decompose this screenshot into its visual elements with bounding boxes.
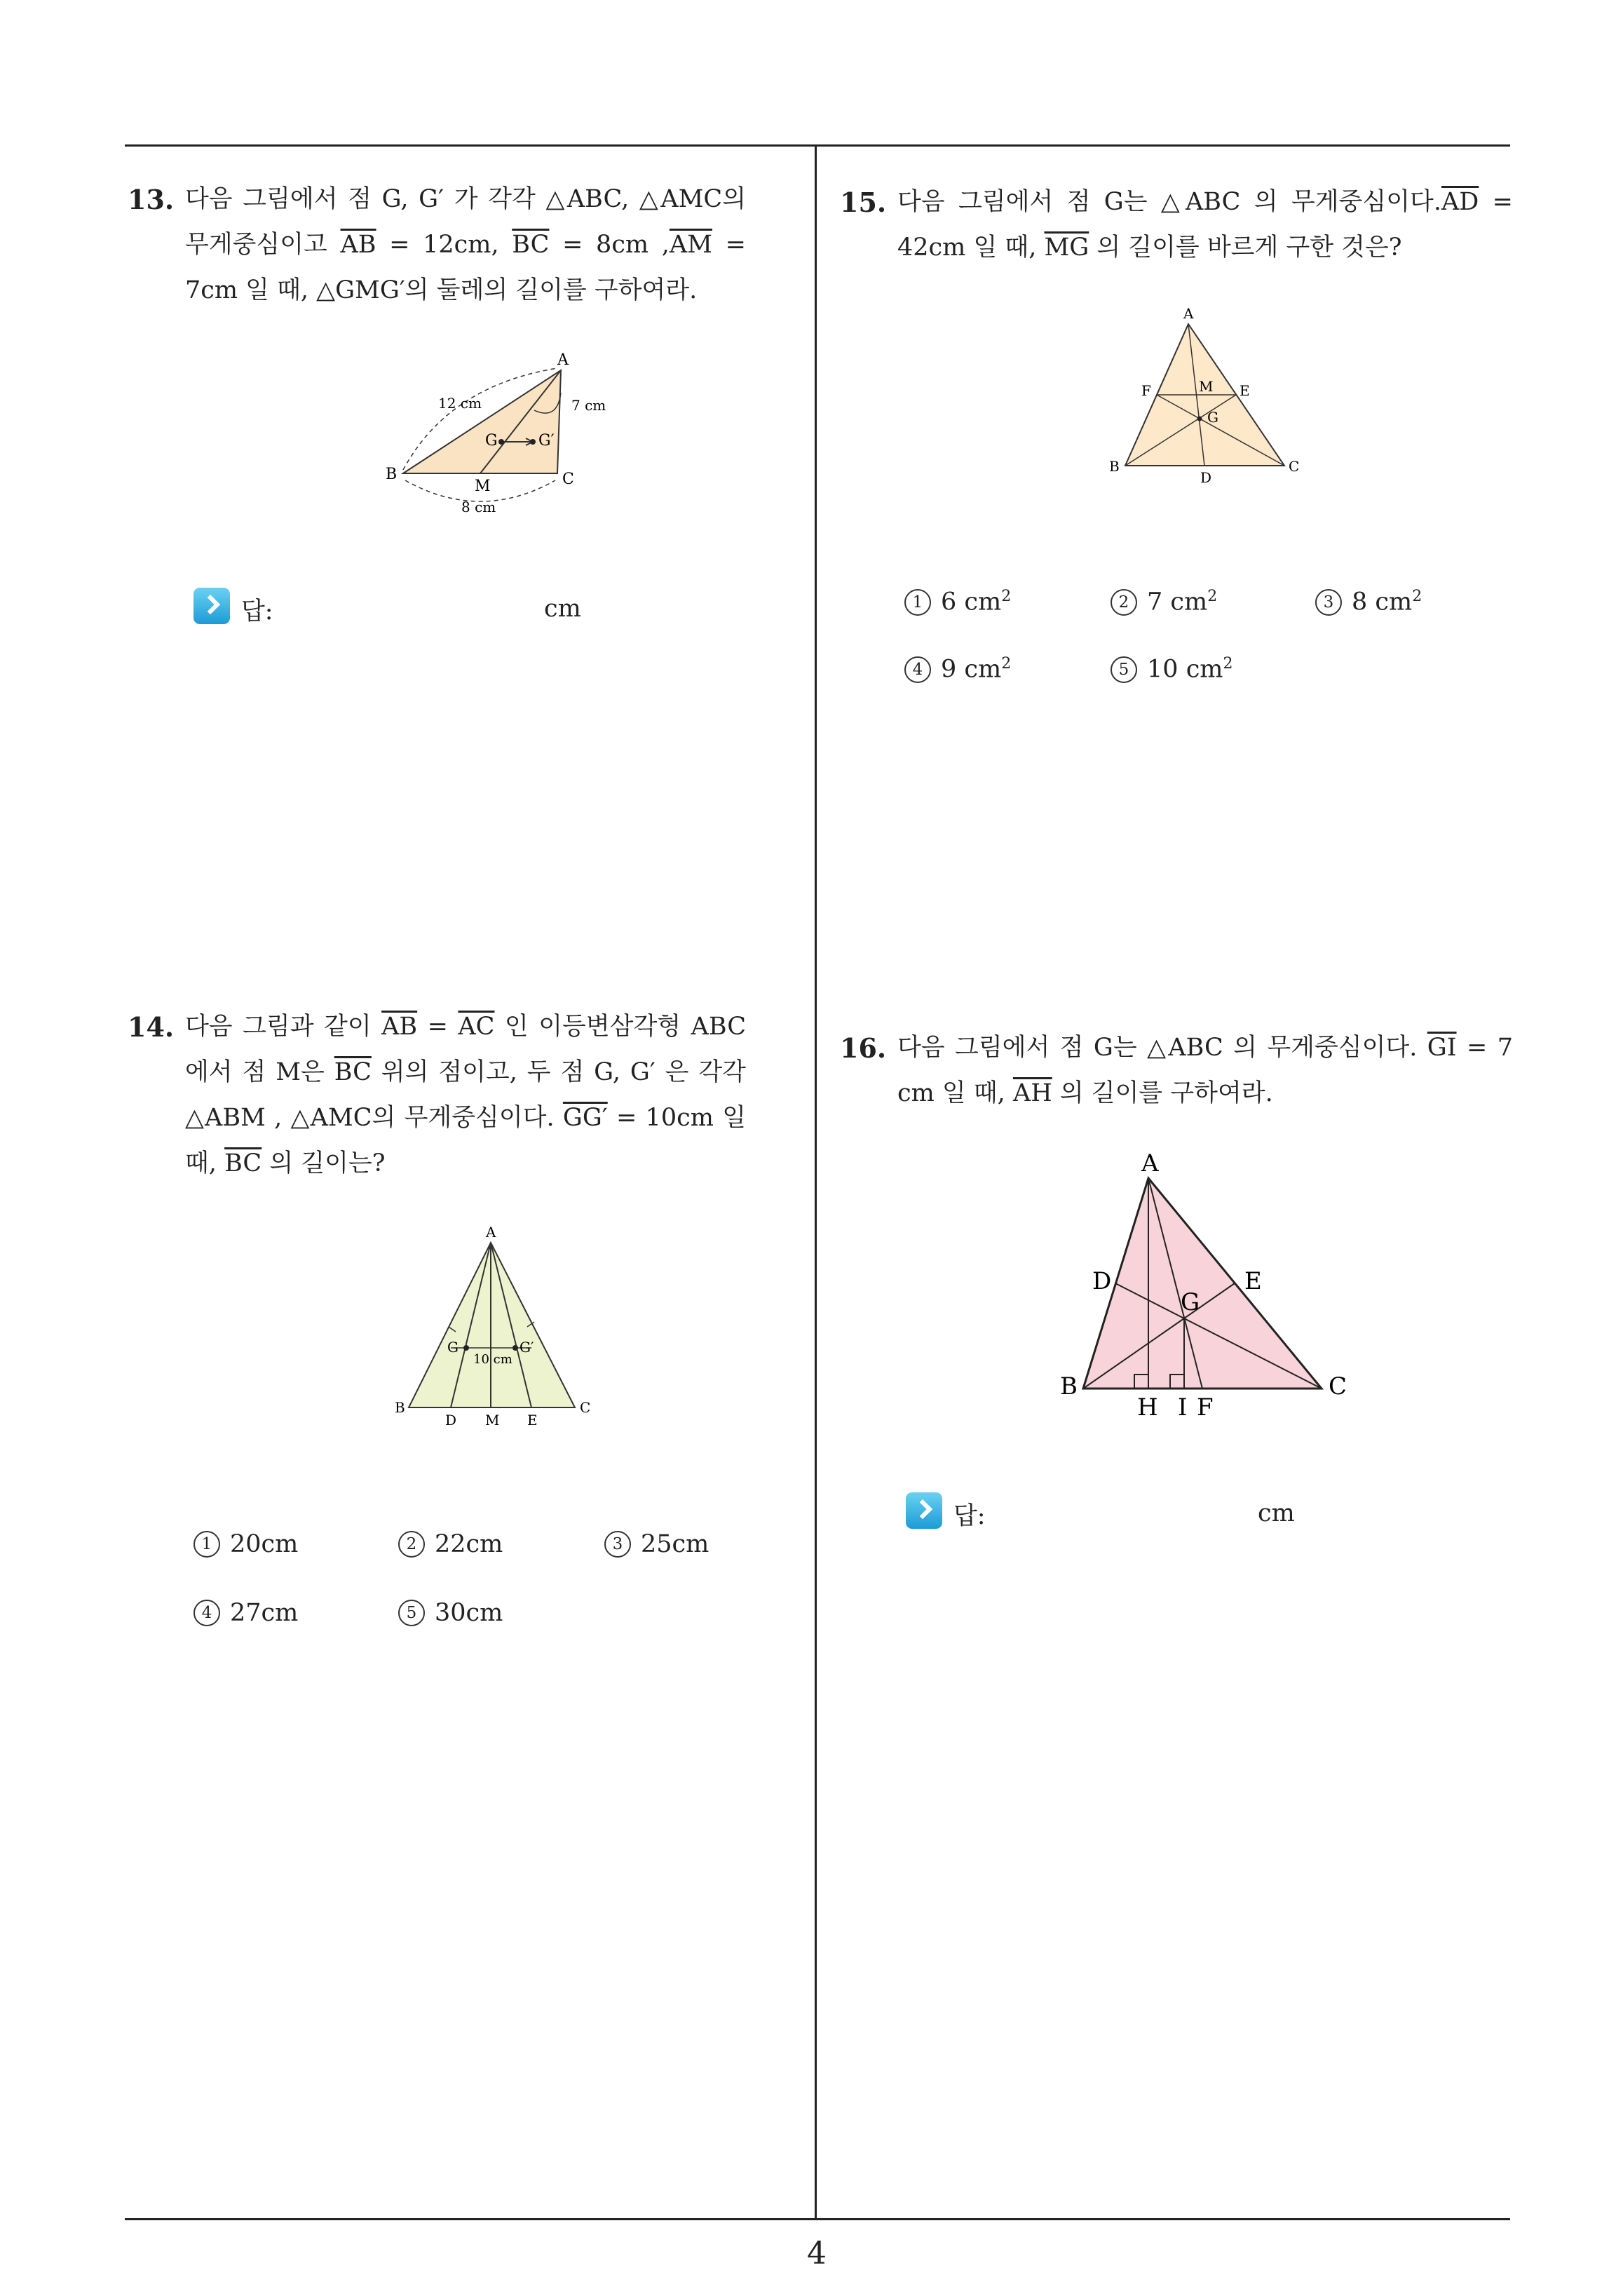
answer-label: 답: [241,597,273,626]
svg-text:C: C [580,1399,591,1416]
figure-15 [1101,303,1311,485]
svg-text:D: D [1200,469,1212,485]
choice-14-4[interactable]: 4 27cm [193,1599,298,1627]
svg-text:I: I [1178,1393,1188,1422]
answer-arrow-icon [906,1492,942,1529]
problem-text: 다음 그림에서 점 G, G′ 가 각각 △ABC, △AMC의 무게중심이고 $\overline{AB} = 12cm$, $\overline{BC} = 8cm$ $,\overline{AM} = 7cm$ 일 때, △GMG′의 둘레의 길이를 구하여라. [185,185,746,304]
column-divider [815,144,817,2220]
svg-text:C: C [1329,1372,1347,1400]
svg-text:A: A [486,1224,496,1241]
svg-text:E: E [1244,1267,1262,1295]
page-number: 4 [807,2236,827,2271]
triangle-abc [403,370,561,473]
answer-arrow-icon [193,588,230,624]
problem-number: 15. [840,187,887,218]
svg-text:B: B [386,466,398,483]
choice-15-4[interactable]: 4 9 $cm^2$ [904,655,1011,684]
svg-text:10 cm: 10 cm [473,1352,512,1367]
answer-unit: cm [544,595,581,623]
problem-number: 13. [128,184,175,215]
svg-text:G′: G′ [520,1339,534,1356]
svg-text:G: G [485,432,498,450]
svg-text:B: B [1109,458,1120,475]
svg-text:F: F [1141,382,1151,399]
choice-14-3[interactable]: 3 25cm [604,1530,709,1558]
problem-number: 16. [840,1032,887,1064]
svg-text:C: C [1289,458,1300,475]
choice-15-1[interactable]: 1 6 $cm^2$ [904,588,1011,616]
triangle-abc [409,1243,575,1407]
problem-text: 다음 그림에서 점 G는 △ABC 의 무게중심이다$.\overline{AD} = 42cm$ 일 때, $\overline{MG}$ 의 길이를 바르게 구한 것은? [897,188,1513,262]
figure-13 [365,344,631,526]
svg-text:B: B [395,1399,405,1416]
figure-16 [1052,1149,1360,1429]
problem-number: 14. [128,1011,175,1043]
problem-text: 다음 그림과 같이 $\overline{AB} = \overline{AC}$ 인 이등변삼각형 ABC 에서 점 M은 $\overline{BC}$ 위의 점이고, 두 점 G, G′ 은 각각 △ABM , △AMC의 무게중심이다. GG′ = 10cm 일 때, $\overline{BC}$ 의 길이는? [185,1013,747,1177]
choice-14-1[interactable]: 1 20cm [193,1530,298,1558]
point-g2 [512,1345,518,1351]
svg-text:E: E [1240,382,1250,399]
svg-text:M: M [475,478,491,495]
point-g [463,1345,469,1351]
svg-text:A: A [557,351,569,369]
triangle-abc [1083,1178,1322,1389]
bottom-rule [125,2218,1510,2220]
answer-unit: cm [1258,1499,1295,1527]
svg-text:F: F [1197,1393,1214,1422]
svg-text:G′: G′ [538,432,555,450]
svg-text:G: G [447,1339,459,1356]
problem-14 [128,1004,801,1194]
point-g [498,439,504,445]
choice-15-5[interactable]: 5 10 $cm^2$ [1111,655,1232,684]
svg-text:G: G [1181,1288,1200,1316]
svg-text:7 cm: 7 cm [571,397,606,414]
svg-text:A: A [1183,305,1194,322]
svg-text:H: H [1137,1393,1158,1422]
svg-text:8 cm: 8 cm [461,499,496,515]
svg-text:A: A [1141,1149,1159,1177]
svg-text:M: M [1199,378,1214,395]
problem-text: 다음 그림에서 점 G는 △ABC 의 무게중심이다. $\overline{GI} = 7$ cm 일 때, $\overline{AH}$ 의 길이를 구하여라. [897,1034,1513,1107]
svg-text:C: C [562,471,574,488]
figure-14 [389,1222,606,1432]
point-g [1197,417,1202,421]
choice-14-2[interactable]: 2 22cm [398,1530,503,1558]
svg-text:M: M [485,1412,500,1429]
answer-label: 답: [953,1502,986,1530]
top-rule [125,144,1510,147]
svg-text:E: E [527,1412,538,1429]
problem-16 [840,1025,1513,1123]
svg-text:B: B [1060,1372,1078,1400]
problem-13 [128,177,801,317]
choice-15-2[interactable]: 2 7 $cm^2$ [1111,588,1217,616]
choice-14-5[interactable]: 5 30cm [398,1599,503,1627]
point-g2 [530,439,536,445]
choice-15-3[interactable]: 3 8 $cm^2$ [1315,588,1422,616]
svg-text:G: G [1207,409,1218,426]
svg-text:D: D [445,1412,457,1429]
svg-text:12 cm: 12 cm [438,395,482,412]
problem-15 [840,180,1513,278]
svg-text:D: D [1092,1267,1112,1295]
